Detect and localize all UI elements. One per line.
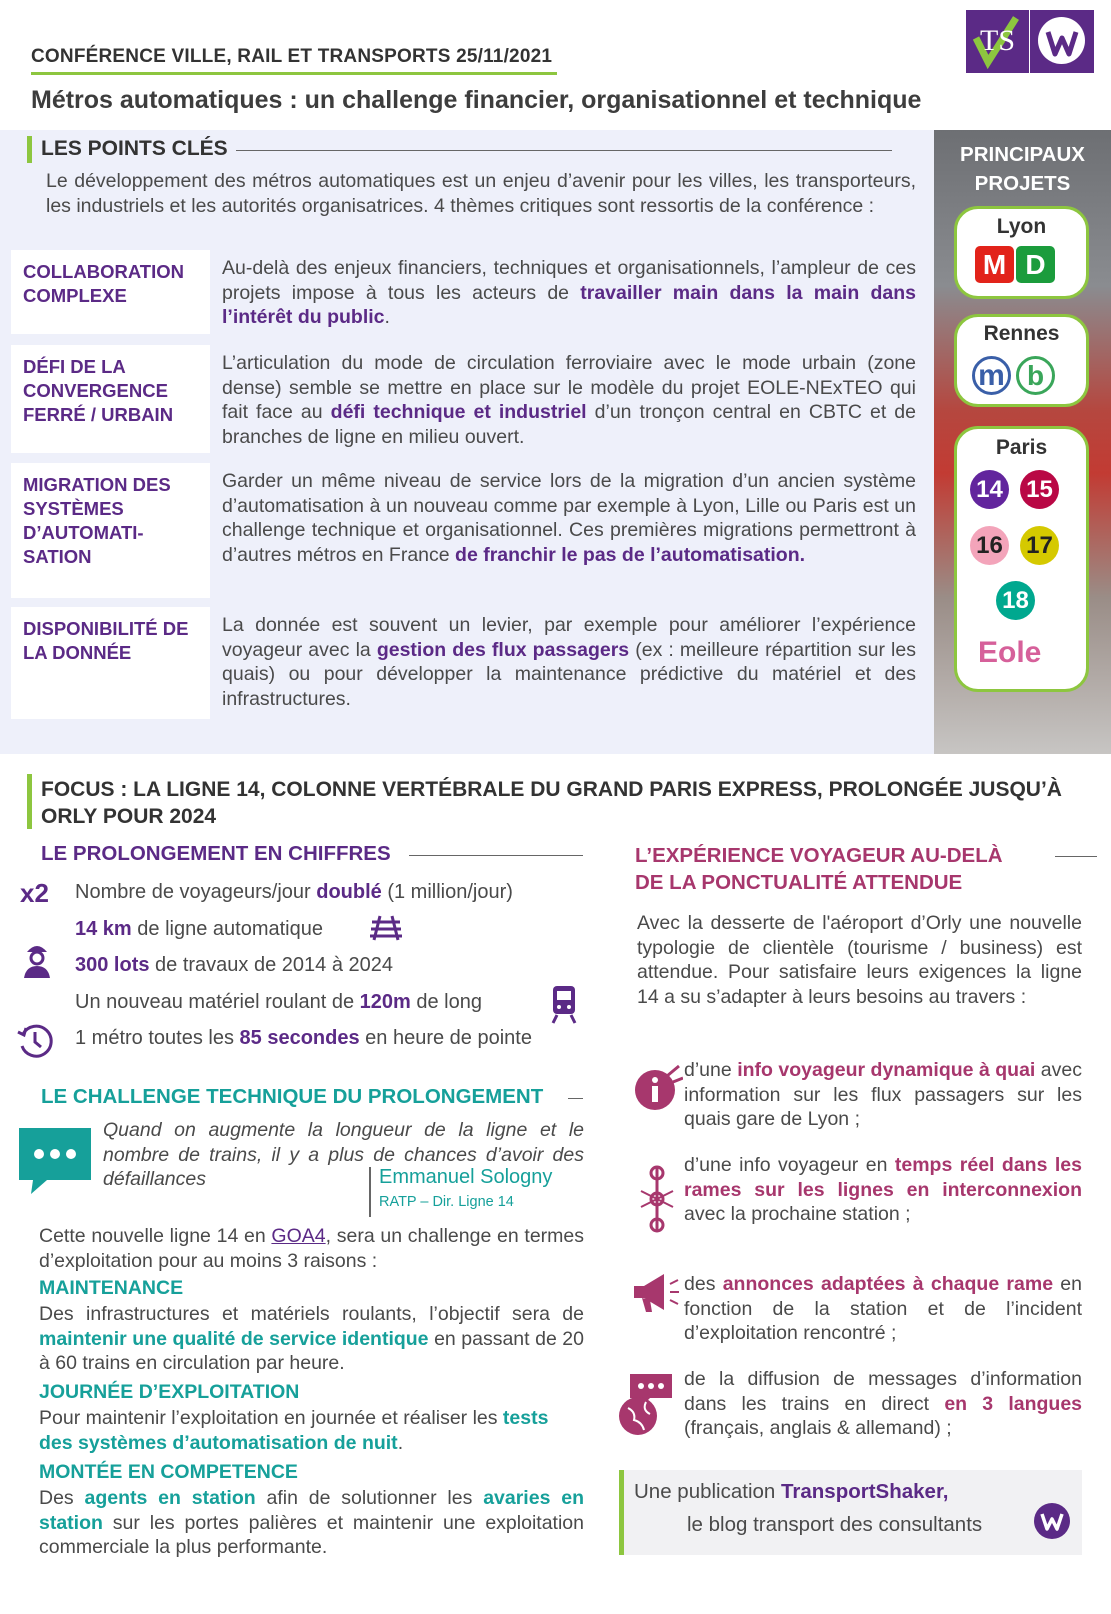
key-points-intro: Le développement des métros automatiques est un enjeu d’avenir pour les villes, les transporteurs, les industriels et les autorités organisatrices. 4 thèmes critiques sont ressortis de la conférence : <box>46 170 916 217</box>
city-name-lyon: Lyon <box>996 215 1047 238</box>
paris-line-eole: Eole <box>978 636 1042 669</box>
wavestone-small-logo <box>1033 1502 1071 1545</box>
experience-point-2: d’une info voyageur en temps réel dans les rames sur les lignes en interconnexion avec la prochaine station ; <box>684 1154 1082 1225</box>
clock-history-icon <box>16 1022 54 1065</box>
publication-line-1: Une publication TransportShaker, <box>634 1480 949 1503</box>
goa4-link[interactable]: GOA4 <box>271 1225 326 1247</box>
key-points-title: LES POINTS CLÉS <box>41 137 228 160</box>
skills-text: Des agents en station afin de solutionner les avaries en station sur les portes palières et maintenir une exploitation commerciale la plus performante. <box>39 1487 584 1558</box>
divider <box>409 855 583 856</box>
key-label-data: DISPONIBILITÉ DE LA DONNÉE <box>11 607 210 719</box>
info-icon <box>633 1062 683 1119</box>
transportshaker-logo <box>966 10 1029 73</box>
section-marker <box>27 136 32 163</box>
lyon-line-d: D <box>1016 246 1055 283</box>
paris-line-18: 18 <box>996 581 1035 620</box>
worker-icon <box>20 940 54 985</box>
experience-intro: Avec la desserte de l'aéroport d’Orly une nouvelle typologie de clientèle (tourisme / business) est attendue. Pour satisfaire leurs exigences la ligne 14 a su s’adapter à leurs besoins au travers : <box>637 912 1082 1008</box>
key-text-data: La donnée est souvent un levier, par exemple pour améliorer l’expérience voyageur avec la gestion des flux passagers (ex : meilleure répartition sur les quais) ou pour développer la maintenance prédictive du matériel et des infrastructures. <box>222 614 916 710</box>
double-icon: x2 <box>20 878 49 908</box>
projects-title: PRINCIPAUX PROJETS <box>960 143 1085 195</box>
metro-icon <box>551 984 577 1029</box>
divider <box>1055 856 1097 857</box>
megaphone-icon <box>630 1270 680 1321</box>
lyon-line-m: M <box>975 246 1014 283</box>
paris-line-14: 14 <box>970 470 1009 509</box>
experience-point-1: d’une info voyageur dynamique à quai avec information sur les flux passagers sur les quais gare de Lyon ; <box>684 1059 1082 1130</box>
paris-line-15: 15 <box>1020 470 1059 509</box>
quote-author: Emmanuel Sologny <box>379 1166 553 1188</box>
key-label-collaboration: COLLABORATION COMPLEXE <box>11 250 210 334</box>
conference-underline <box>31 72 557 75</box>
skills-title: MONTÉE EN COMPETENCE <box>39 1461 298 1483</box>
publication-marker <box>619 1470 624 1555</box>
rennes-line-m: m <box>972 356 1011 395</box>
paris-line-16: 16 <box>970 526 1009 565</box>
quote-divider <box>369 1167 371 1217</box>
page-title: Métros automatiques : un challenge financier, organisationnel et technique <box>31 86 922 114</box>
city-name-rennes: Rennes <box>983 322 1060 345</box>
maintenance-title: MAINTENANCE <box>39 1277 184 1299</box>
divider <box>236 150 892 151</box>
wavestone-logo <box>1030 10 1094 73</box>
stat-lots: 300 lots de travaux de 2014 à 2024 <box>75 954 394 976</box>
experience-point-3: des annonces adaptées à chaque rame en fonction de la station et de l’incident d’exploitation rencontré ; <box>684 1273 1082 1344</box>
day-operation-title: JOURNÉE D’EXPLOITATION <box>39 1381 300 1403</box>
focus-title: FOCUS : LA LIGNE 14, COLONNE VERTÉBRALE DU GRAND PARIS EXPRESS, PROLONGÉE JUSQU’À ORLY POUR 2024 <box>41 778 1062 828</box>
stat-length: 14 km de ligne automatique <box>75 918 323 940</box>
key-text-convergence: L’articulation du mode de circulation ferroviaire avec le mode urbain (zone dense) semble se mettre en place sur le modèle du projet EOLE-NExTEO qui fait face au défi technique et industriel d’un tronçon central en CBTC et de branches de ligne en milieu ouvert. <box>222 352 916 448</box>
stat-frequency: 1 métro toutes les 85 secondes en heure de pointe <box>75 1027 532 1049</box>
quote-author-role: RATP – Dir. Ligne 14 <box>379 1194 514 1210</box>
key-label-migration: MIGRATION DES SYSTÈMES D’AUTOMATI-SATION <box>11 463 210 598</box>
stat-passengers: Nombre de voyageurs/jour doublé (1 million/jour) <box>75 881 513 903</box>
conference-title: CONFÉRENCE VILLE, RAIL ET TRANSPORTS 25/11/2021 <box>31 46 553 67</box>
key-label-convergence: DÉFI DE LA CONVERGENCE FERRÉ / URBAIN <box>11 345 210 453</box>
challenge-intro: Cette nouvelle ligne 14 en GOA4, sera un challenge en termes d’exploitation pour au moins 3 raisons : <box>39 1225 585 1272</box>
figures-title: LE PROLONGEMENT EN CHIFFRES <box>41 842 391 865</box>
rail-track-icon <box>368 914 404 947</box>
svg-text:TS: TS <box>980 24 1016 57</box>
quote-bubble-icon <box>17 1126 93 1201</box>
challenge-title: LE CHALLENGE TECHNIQUE DU PROLONGEMENT <box>41 1085 544 1108</box>
line-map-icon <box>637 1163 677 1240</box>
stat-rolling-stock: Un nouveau matériel roulant de 120m de long <box>75 991 482 1013</box>
divider <box>568 1098 583 1099</box>
globe-chat-icon <box>616 1372 678 1443</box>
focus-marker <box>27 774 32 829</box>
key-text-collaboration: Au-delà des enjeux financiers, techniques et organisationnels, l’ampleur de ces projets impose à tous les acteurs de travailler main dans la main dans l’intérêt du public. <box>222 257 916 328</box>
day-operation-text: Pour maintenir l’exploitation en journée et réaliser les tests des systèmes d’automatisation de nuit. <box>39 1407 549 1454</box>
rennes-line-b: b <box>1016 356 1055 395</box>
publication-line-2: le blog transport des consultants <box>687 1513 983 1536</box>
paris-line-17: 17 <box>1020 526 1059 565</box>
maintenance-text: Des infrastructures et matériels roulants, l’objectif sera de maintenir une qualité de service identique en passant de 20 à 60 trains en circulation par heure. <box>39 1303 584 1374</box>
experience-title: L’EXPÉRIENCE VOYAGEUR AU-DELÀ DE LA PONCTUALITÉ ATTENDUE <box>635 844 1003 894</box>
quote-text: Quand on augmente la longueur de la ligne et le nombre de trains, il y a plus de chances d’avoir des défaillances <box>103 1119 584 1190</box>
key-text-migration: Garder un même niveau de service lors de la migration d’un ancien système d’automatisation à un nouveau comme par exemple à Lyon, Lille ou Paris est un challenge technique et organisationnel. Ces premières migrations permettront à d’autres métros en France de franchir le pas de l’automatisation. <box>222 470 916 566</box>
city-name-paris: Paris <box>995 436 1048 459</box>
experience-point-4: de la diffusion de messages d’information dans les trains en direct en 3 langues (français, anglais & allemand) ; <box>684 1368 1083 1439</box>
